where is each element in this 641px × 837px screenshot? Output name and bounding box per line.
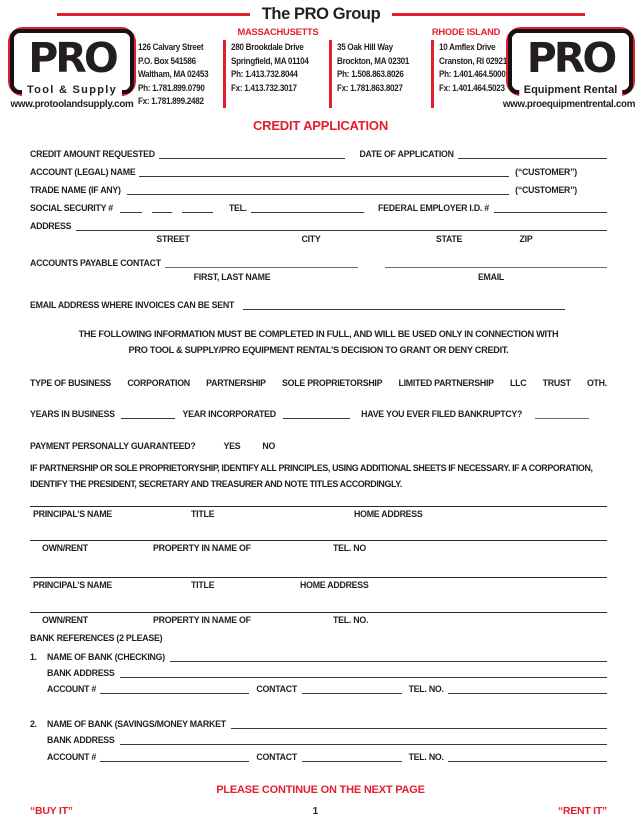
location-cranston [439,40,507,94]
tel-no-header: TEL. NO. [333,615,369,625]
row-years-in-business [30,410,607,420]
bankruptcy-label: HAVE YOU EVER FILED BANKRUPTCY? [361,409,523,419]
logo-black-border [10,29,134,94]
bankruptcy-input-line[interactable] [535,416,589,419]
invoice-email-label: EMAIL ADDRESS WHERE INVOICES CAN BE SENT [30,300,235,310]
date-of-application-label: DATE OF APPLICATION [359,149,454,159]
address-line: 126 Calvary Street [138,41,204,52]
tel-input-line[interactable] [251,210,364,213]
group-title: The PRO Group [261,5,381,23]
completion-notice [30,327,607,358]
type-of-business-label: TYPE OF BUSINESS [30,378,112,388]
guaranteed-label: PAYMENT PERSONALLY GUARANTEED? [30,441,196,451]
row-bank1-name [30,653,607,663]
first-last-name-sublabel: FIRST, LAST NAME [193,272,271,282]
region-header-rhode-island: RHODE ISLAND [431,27,501,37]
row-principal-1-headers [30,510,607,521]
ap-contact-label: ACCOUNTS PAYABLE CONTACT [30,258,161,268]
principal-name-header: PRINCIPAL’S NAME [33,509,112,519]
location-waltham [138,40,208,108]
red-divider [431,40,434,108]
address-line: Ph: 1.413.732.8044 [231,68,298,80]
row-ap-sublabels [30,273,607,284]
completion-notice-line1: THE FOLLOWING INFORMATION MUST BE COMPLETED IN FULL, AND WILL BE USED ONLY IN CONNECTION WITH [78,329,559,339]
customer-suffix: (“CUSTOMER”) [515,167,577,177]
tel-no-header: TEL. NO [333,543,366,553]
bank2-contact-label: CONTACT [256,752,298,762]
row-invoice-email [30,301,607,311]
state-sublabel: STATE [435,234,463,244]
credit-amount-label: CREDIT AMOUNT REQUESTED [30,149,155,159]
website-equipment-rental[interactable]: www.proequipmentrental.com [502,99,636,110]
city-sublabel: CITY [301,234,321,244]
address-line: Fx: 1.781.899.2482 [138,95,204,107]
logo-pro-wordmark: PRO [28,34,116,82]
zip-sublabel: ZIP [519,234,533,244]
business-type-trust: TRUST [542,378,571,388]
bank-references-label: BANK REFERENCES (2 PLEASE) [30,633,163,643]
logo-pro-wordmark: PRO [526,34,615,82]
property-in-name-of-header: PROPERTY IN NAME OF [153,543,251,553]
bank1-account-label: ACCOUNT # [47,684,97,694]
principals-note-line1: IF PARTNERSHIP OR SOLE PROPRIETORYSHIP, IDENTIFY ALL PRINCIPLES, USING ADDITIONAL SHEETS IF NECESSARY. IF A CORPORATION, [30,463,593,473]
principal-rule [30,612,607,613]
ap-contact-email-input-line[interactable] [385,265,607,268]
address-line: 35 Oak Hill Way [337,41,393,52]
location-brockton [337,40,409,94]
bank2-address-input-line[interactable] [120,742,607,745]
row-address-sublabels [30,235,607,246]
bank2-number: 2. [30,719,37,729]
row-own-rent-2-headers [30,616,607,627]
bank2-name-label: NAME OF BANK (SAVINGS/MONEY MARKET [47,719,226,729]
address-line: 280 Brookdale Drive [231,41,304,52]
row-ap-contact [30,259,607,269]
address-line: 10 Amflex Drive [439,41,496,52]
account-name-input-line[interactable] [139,174,509,177]
row-own-rent-1-headers [30,544,607,555]
street-sublabel: STREET [156,234,190,244]
address-line: Cranston, RI 02921 [439,54,507,66]
address-line: Ph: 1.401.464.5000 [439,68,506,80]
logo-tool-supply [8,27,136,96]
guaranteed-yes-option: YES [223,441,241,451]
years-in-business-label: YEARS IN BUSINESS [30,409,115,419]
years-in-business-input-line[interactable] [121,416,175,419]
bank2-name-input-line[interactable] [231,726,607,729]
address-line: Ph: 1.508.863.8026 [337,68,404,80]
address-line: Brockton, MA 02301 [337,54,410,66]
year-incorporated-label: YEAR INCORPORATED [182,409,276,419]
rent-it-slogan: “RENT IT” [557,805,607,817]
logo-tagline: Equipment Rental [519,84,623,96]
ssn-segment-2-line[interactable] [152,210,172,213]
business-type-other: OTH. [586,378,607,388]
row-type-of-business [30,379,607,389]
property-in-name-of-header: PROPERTY IN NAME OF [153,615,251,625]
bank1-contact-label: CONTACT [256,684,298,694]
address-line: P.O. Box 541586 [138,54,196,66]
address-line: Springfield, MA 01104 [231,54,309,66]
address-line: Fx: 1.413.732.3017 [231,81,297,93]
logo-black-border [508,29,633,94]
credit-amount-input-line[interactable] [159,156,346,159]
bank1-tel-label: TEL. NO. [408,684,444,694]
bank1-tel-input-line[interactable] [448,691,607,694]
bank2-account-label: ACCOUNT # [47,752,97,762]
logo-tagline: Tool & Supply [22,84,122,96]
ssn-segment-3-line[interactable] [182,210,213,213]
ap-contact-name-input-line[interactable] [165,265,358,268]
business-type-corporation: CORPORATION [127,378,190,388]
row-bank1-address [30,669,607,679]
bank1-name-label: NAME OF BANK (CHECKING) [47,652,165,662]
fein-input-line[interactable] [494,210,607,213]
bank1-account-input-line[interactable] [100,691,249,694]
principal-rule [30,506,607,507]
tel-label: TEL. [228,203,247,213]
address-input-line[interactable] [76,228,607,231]
bank2-address-label: BANK ADDRESS [47,735,115,745]
ssn-segment-1-line[interactable] [120,210,142,213]
row-credit-amount [30,150,607,160]
website-tool-supply[interactable]: www.protoolandsupply.com [10,99,134,110]
row-bank2-name [30,720,607,730]
principals-note-line2: IDENTIFY THE PRESIDENT, SECRETARY AND TREASURER AND NOTE TITLES ACCORDINGLY. [30,478,402,489]
row-account-name [30,168,607,178]
own-rent-header: OWN/RENT [42,543,88,553]
account-name-label: ACCOUNT (LEGAL) NAME [30,167,136,177]
title-header: TITLE [191,509,215,519]
own-rent-header: OWN/RENT [42,615,88,625]
bank2-tel-input-line[interactable] [448,759,607,762]
date-of-application-input-line[interactable] [458,156,607,159]
row-address [30,222,607,232]
customer-suffix: (“CUSTOMER”) [515,185,577,195]
row-ssn [30,204,607,214]
ssn-label: SOCIAL SECURITY # [30,203,113,213]
business-type-partnership: PARTNERSHIP [206,378,266,388]
row-bank2-address [30,736,607,746]
principal-rule [30,577,607,578]
group-title-row [57,5,585,24]
address-label: ADDRESS [30,221,72,231]
bank1-contact-input-line[interactable] [302,691,402,694]
location-springfield [231,40,309,94]
bank2-contact-input-line[interactable] [302,759,402,762]
principal-name-header: PRINCIPAL’S NAME [33,580,112,590]
row-guaranteed [30,442,607,452]
title-header: TITLE [191,580,215,590]
form-title: CREDIT APPLICATION [252,118,389,133]
address-line: Fx: 1.401.464.5023 [439,81,505,93]
address-line: Ph: 1.781.899.0790 [138,81,205,93]
address-line: Waltham, MA 02453 [138,68,209,80]
guaranteed-no-option: NO [262,441,276,451]
trade-name-label: TRADE NAME (IF ANY) [30,185,121,195]
bank1-name-input-line[interactable] [170,659,607,662]
bank2-tel-label: TEL. NO. [408,752,444,762]
logo-equipment-rental [506,27,635,96]
fein-label: FEDERAL EMPLOYER I.D. # [378,203,489,213]
row-bank-references [30,634,607,645]
title-rule-right [392,13,585,16]
completion-notice-line2: PRO TOOL & SUPPLY/PRO EQUIPMENT RENTAL’S DECISION TO GRANT OR DENY CREDIT. [128,344,509,355]
bank2-account-input-line[interactable] [100,759,249,762]
continue-notice: PLEASE CONTINUE ON THE NEXT PAGE [216,784,425,796]
bank1-address-input-line[interactable] [120,675,607,678]
trade-name-input-line[interactable] [127,192,509,195]
row-principal-2-headers [30,581,607,592]
business-type-llc: LLC [510,378,527,388]
bank1-number: 1. [30,652,37,662]
business-type-sole-proprietorship: SOLE PROPRIETORSHIP [282,378,383,388]
row-trade-name [30,186,607,196]
bank1-address-label: BANK ADDRESS [47,668,115,678]
principals-note [30,461,607,492]
principal-rule [30,540,607,541]
red-divider [223,40,226,108]
home-address-header: HOME ADDRESS [300,580,369,590]
footer [30,806,607,818]
row-bank2-account [30,753,607,763]
region-header-massachusetts: MASSACHUSETTS [237,27,319,37]
business-type-limited-partnership: LIMITED PARTNERSHIP [398,378,494,388]
invoice-email-input-line[interactable] [243,307,565,310]
email-sublabel: EMAIL [477,272,505,282]
title-rule-left [57,13,250,16]
year-incorporated-input-line[interactable] [283,416,350,419]
buy-it-slogan: “BUY IT” [30,805,73,817]
red-divider [329,40,332,108]
address-line: Fx: 1.781.863.8027 [337,81,403,93]
page-number: 1 [312,806,318,817]
row-bank1-account [30,685,607,695]
home-address-header: HOME ADDRESS [354,509,423,519]
